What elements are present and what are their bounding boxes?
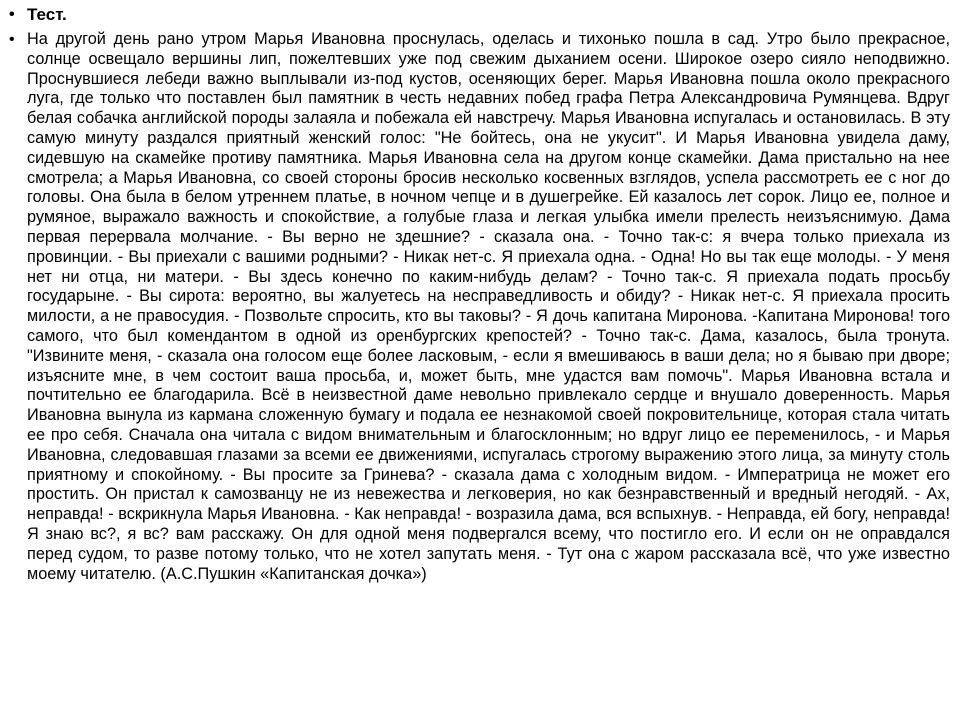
slide-title: Тест. [27,5,67,24]
bullet-icon: • [9,31,15,48]
excerpt-text: На другой день рано утром Марья Ивановна проснулась, оделась и тихонько пошла в сад. Утро было прекрасное, солнце освещало вершины лип, пожелтевших уже под свежим дыханием осени. Широкое озеро сияло неподвижно. Проснувшиеся лебеди важно выплывали из-под кустов, осеняющих берег. Марья Ивановна пошла около прекрасного луга, где только что поставлен был памятник в честь недавних побед графа Петра Александровича Румянцева. Вдруг белая собачка английской породы залаяла и побежала ей навстречу. Марья Ивановна испугалась и остановилась. В эту самую минуту раздался приятный женский голос: "Не бойтесь, она не укусит". И Марья Ивановна увидела даму, сидевшую на скамейке противу памятника. Марья Ивановна села на другом конце скамейки. Дама пристально на нее смотрела; а Марья Ивановна, со своей стороны бросив несколько косвенных взглядов, успела рассмотреть ее с ног до головы. Она была в белом утреннем платье, в ночном чепце и в душегрейке. Ей казалось лет сорок. Лицо ее, полное и румяное, выражало важность и спокойствие, а голубые глаза и легкая улыбка имели прелесть неизъяснимую. Дама первая перервала молчание. - Вы верно не здешние? - сказала она. - Точно так-с: я вчера только приехала из провинции. - Вы приехали с вашими родными? - Никак нет-с. Я приехала одна. - Одна! Но вы так еще молоды. - У меня нет ни отца, ни матери. - Вы здесь конечно по каким-нибудь делам? - Точно так-с. Я приехала подать просьбу государыне. - Вы сирота: вероятно, вы жалуетесь на несправедливость и обиду? - Никак нет-с. Я приехала просить милости, а не правосудия. - Позвольте спросить, кто вы таковы? - Я дочь капитана Миронова. -Капитана Миронова! того самого, что был комендантом в одной из оренбургских крепостей? - Точно так-с. Дама, казалось, была тронута. "Извините меня, - сказала она голосом еще более ласковым, - если я вмешиваюсь в ваши дела; но я бываю при дворе; изъясните мне, в чем состоит ваша просьба, и, может быть, мне удастся вам помочь". Марья Ивановна встала и почтительно ее благодарила. Всё в неизвестной даме невольно привлекало сердце и внушало доверенность. Марья Ивановна вынула из кармана сложенную бумагу и подала ее незнакомой своей покровительнице, которая стала читать ее про себя. Сначала она читала с видом внимательным и благосклонным; но вдруг лицо ее переменилось, - и Марья Ивановна, следовавшая глазами за всеми ее движениями, испугалась строгому выражению этого лица, за минуту столь приятному и спокойному. - Вы просите за Гринева? - сказала дама с холодным видом. - Императрица не может его простить. Он пристал к самозванцу не из невежества и легковерия, но как безнравственный и вредный негодяй. - Ах, неправда! - вскрикнула Марья Ивановна. - Как неправда! - возразила дама, вся вспыхнув. - Неправда, ей богу, неправда! Я знаю вс?, я вс? вам расскажу. Он для одной меня подвергался всему, что постигло его. И если он не оправдался перед судом, то разве потому только, что не хотел запутать меня. - Тут она с жаром рассказала всё, что уже известно моему читателю. (А.С.Пушкин «Капитанская дочка») [27,30,950,583]
body-bullet-item [8,30,950,584]
bullet-list [8,4,950,584]
title-bullet-item [8,4,950,26]
bullet-icon: • [9,6,15,23]
